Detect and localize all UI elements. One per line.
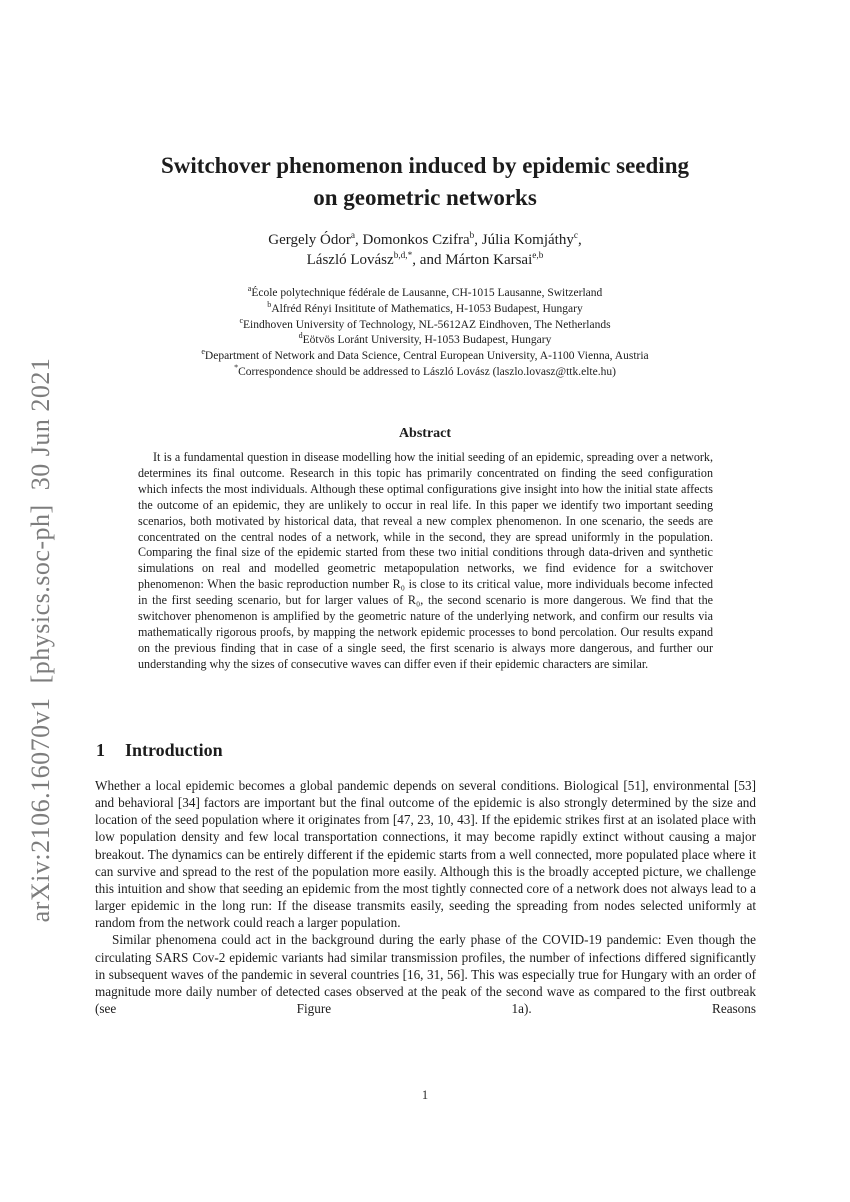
- affiliation-text: Alfréd Rényi Insititute of Mathematics, H-1053 Budapest, Hungary: [271, 302, 583, 315]
- affiliation-epfl: [0, 286, 850, 302]
- author-name: Márton Karsai: [445, 252, 533, 268]
- arxiv-watermark: arXiv:2106.16070v1 [physics.soc-ph] 30 Jun 2021: [26, 357, 55, 923]
- affiliation-marker: c: [239, 315, 244, 325]
- author-name: Domonkos Czifra: [362, 232, 470, 248]
- affiliation-text: Department of Network and Data Science, Central European University, A-1100 Vienna, Austria: [204, 350, 649, 363]
- author-separator: ,: [355, 232, 363, 248]
- author-separator: ,: [474, 232, 482, 248]
- affiliation-text: Eindhoven University of Technology, NL-5612AZ Eindhoven, The Netherlands: [243, 318, 611, 331]
- author-affiliation-marker: a: [350, 231, 356, 241]
- paper-title-line-2: on geometric networks: [313, 185, 537, 210]
- affiliation-marker: e: [201, 347, 205, 357]
- affiliation-ceu: [0, 349, 850, 365]
- affiliation-text: Eötvös Loránt University, H-1053 Budapest, Hungary: [302, 334, 552, 347]
- affiliation-marker: *: [234, 363, 239, 373]
- abstract-heading: Abstract: [398, 426, 452, 441]
- abstract-text: It is a fundamental question in disease modelling how the initial seeding of an epidemic, spreading over a network, determines its final outcome. Research in this topic has primarily concentrated on finding the seed configuration which infects the most individuals. Although these optimal configurations give insight into how the initial state affects the outcome of an epidemic, they are unlikely to occur in real life. In this paper we identify two important seeding scenarios, both motivated by historical data, that reveal a new complex phenomenon. In one scenario, the seeds are concentrated on the central nodes of a network, while in the second, they are spread uniformly in the population. Comparing the final size of the epidemic started from these two initial conditions through data-driven and synthetic simulations on real and modelled geometric metapopulation networks, we find evidence for a switchover phenomenon: When the basic reproduction number R₀ is close to its critical value, more individuals become infected in the first seeding scenario, but for larger values of R₀, the second scenario is more dangerous. We find that the switchover phenomenon is amplified by the geometric nature of the underlying network, and confirm our results via mathematically rigorous proofs, by mapping the network epidemic processes to bond percolation. Our results expand on the previous finding that in case of a single seed, the first scenario is always more dangerous, and further our understanding why the sizes of consecutive waves can differ even if their epidemic characters are similar.: [138, 450, 713, 671]
- author-line-1: [0, 230, 850, 250]
- author-separator: , and: [412, 252, 446, 268]
- correspondence-note: [0, 365, 850, 381]
- author-separator: ,: [577, 232, 582, 248]
- author-name: László Lovász: [306, 252, 394, 268]
- affiliation-marker: a: [247, 284, 252, 294]
- introduction-paragraph-1: Whether a local epidemic becomes a global pandemic depends on several conditions. Biological [51], environmental [53] and behavioral [34] factors are important but the final outcome of the epidemic is also strongly determined by the size and location of the seed population where it originates from [47, 23, 10, 43]. If the epidemic strikes first at an isolated place with low population density and few local transportation connections, it may become rapidly extinct without causing a major breakout. The dynamics can be entirely different if the epidemic starts from a well connected, more populated place where it can survive and spread to the rest of the population more easily. Although this is the broadly accepted picture, we challenge this intuition and show that seeding an epidemic from the most tightly connected core of a network does not always lead to a larger epidemic in the long run: If the disease transmits easily, seeding the spreading from nodes selected uniformly at random from the network could reach a larger population.: [95, 778, 756, 931]
- affiliation-eindhoven: [0, 315, 850, 334]
- author-affiliation-marker: c: [573, 231, 578, 241]
- affiliation-text: École polytechnique fédérale de Lausanne, CH-1015 Lausanne, Switzerland: [251, 287, 603, 299]
- section-title: Introduction: [125, 740, 223, 760]
- affiliation-list: [0, 286, 850, 381]
- introduction-body: [95, 777, 756, 1017]
- section-heading-introduction: [96, 740, 223, 761]
- paper-title: [0, 150, 850, 214]
- author-line-2: [0, 250, 850, 270]
- author-name: Júlia Komjáthy: [481, 232, 574, 248]
- affiliation-marker: d: [298, 331, 303, 341]
- page-number: 1: [421, 1088, 429, 1102]
- paper-title-line-1: Switchover phenomenon induced by epidemic seeding: [161, 153, 689, 178]
- author-affiliation-marker: b,d,*: [393, 251, 413, 261]
- author-name: Gergely Ódor: [268, 232, 351, 248]
- section-number: 1: [96, 740, 105, 760]
- affiliation-renyi: [0, 299, 850, 318]
- author-affiliation-marker: b: [469, 231, 475, 241]
- affiliation-marker: b: [267, 299, 272, 309]
- affiliation-eotvos: [0, 333, 850, 349]
- introduction-paragraph-2: Similar phenomena could act in the background during the early phase of the COVID-19 pandemic: Even though the circulating SARS Cov-2 epidemic variants had similar transmission profiles, the number of infections differed significantly in subsequent waves of the pandemic in several countries [16, 31, 56]. This was especially true for Hungary with an order of magnitude more daily number of detected cases observed at the peak of the second wave as compared to the first outbreak (see Figure 1a). Reasons: [95, 932, 756, 1017]
- affiliation-text: Correspondence should be addressed to László Lovász (laszlo.lovasz@ttk.elte.hu): [238, 365, 616, 378]
- author-affiliation-marker: e,b: [532, 251, 544, 261]
- author-list: [0, 230, 850, 270]
